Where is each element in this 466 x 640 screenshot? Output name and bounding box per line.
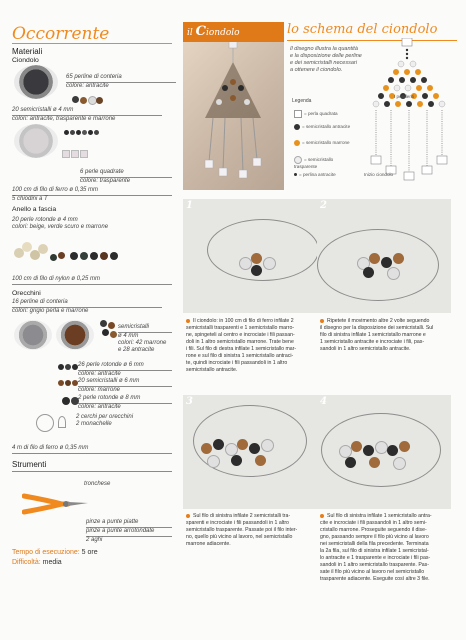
step3-line1: Sul filo di sinistra infilate 2 semicristalli tra- — [186, 513, 312, 520]
legend-row-perlina — [294, 172, 352, 184]
step4-line5: nei semicristalli della fila precedente. Terminata — [320, 541, 429, 547]
legend — [294, 110, 352, 184]
photo-title-initial: C — [195, 24, 206, 39]
ciondolo-item1-line2: colore: antracite — [66, 83, 109, 89]
legend-antracite-text: = semicristallo antracite — [302, 124, 351, 130]
step3-line2: sparenti e incrociate i fili passandoli in 1 altro — [186, 520, 289, 526]
ciondolo-item3 — [80, 169, 172, 185]
step2-line5: sandoli in 1 altro semicristallo antracite. — [320, 346, 411, 352]
step1-line6: rone e sul filo di sinistra 1 semicristallo antraci- — [186, 353, 294, 359]
tools-item2-line2: pinze a punte arrotondate — [86, 528, 172, 537]
step4-line3: cristallo marrone. Proseguite seguendo il dise- — [320, 527, 427, 533]
ciondolo-item1 — [66, 74, 176, 90]
orecchini-item6-line2: 2 monachelle — [76, 421, 112, 427]
orecchini-item4-line2: colore: marrone — [78, 387, 121, 393]
title-rule — [12, 43, 172, 44]
step1-line1: Il ciondolo: in 100 cm di filo di ferro infilate 2 — [186, 318, 312, 325]
step2-line2: il disegno per la disposizione dei semicristalli. Sul — [320, 325, 434, 331]
photo-title — [187, 24, 240, 39]
legend-row-marrone — [294, 140, 352, 156]
semicrystal-pile — [10, 100, 180, 104]
step1-line8: semicristallo antracite. — [186, 367, 238, 373]
orecchini-item7-line1: 4 m di filo di ferro ø 0,35 mm — [12, 445, 172, 454]
orecchini-item6-line1: 2 cerchi per orecchini — [76, 414, 134, 420]
step2-line1: Ripetete il movimento altre 2 volte seguendo — [320, 318, 448, 325]
semicrystals-cluster — [100, 320, 118, 344]
legend-marrone-text: = semicristallo marrone — [302, 140, 350, 146]
orecchini-item3 — [78, 362, 172, 378]
step3-line4: no, quello più vicino al lavoro, nel semicristallo — [186, 534, 293, 540]
step2-line3: filo di sinistra infilate 1 semicristallo marrone e — [320, 332, 426, 338]
time-line — [12, 549, 98, 556]
ciondolo-item4-line1: 100 cm di filo di ferro ø 0,35 mm — [12, 187, 172, 196]
scheme-intro-line1: Il disegno illustra la quantità — [290, 46, 358, 52]
time-value: 5 ore — [81, 549, 98, 556]
round-beads-pile — [14, 240, 164, 270]
legend-perlina-text: = perlina antracite — [299, 172, 336, 177]
anello-heading: Anello a fascia — [12, 206, 57, 213]
orecchini-item7 — [12, 445, 172, 454]
ciondolo-heading: Ciondolo — [12, 57, 39, 64]
orecchini-item5-line2: colore: antracite — [78, 404, 121, 410]
brown-seed-bowl — [56, 320, 94, 350]
ciondolo-item3-line2: colore: trasparente — [80, 178, 131, 184]
orecchini-item2-line4: e 28 antracite — [118, 347, 155, 353]
anello-item1-line1: 20 perle rotonde ø 4 mm — [12, 217, 78, 223]
ciondolo-item4 — [12, 187, 172, 203]
tools-item2-line1: pinze a punte piatte — [86, 519, 172, 528]
difficulty-value: media — [42, 559, 62, 566]
step2-line4: 1 semicristallo antracite e incrociate i fili, pas- — [320, 339, 425, 345]
orecchini-item4 — [78, 378, 172, 394]
orecchini-item3-line1: 26 perle rotonde ø 6 mm — [78, 362, 172, 371]
step1-line2: semicristalli trasparenti e 1 semicristallo marro- — [186, 325, 295, 331]
step4-line6: la 2a fila, sul filo di sinistra infilate 1 semicristal- — [320, 548, 429, 554]
difficulty-line — [12, 559, 62, 566]
orecchini-item6 — [76, 414, 133, 428]
orecchini-item1 — [12, 299, 162, 315]
tools-heading: Strumenti — [12, 460, 47, 469]
pliers-icon — [22, 490, 92, 518]
ciondolo-item2-line2: colori: antracite, trasparente e marrone — [12, 116, 116, 122]
step1-number: 1 — [186, 200, 193, 211]
step4-photo — [317, 395, 451, 509]
step3-line5: marrone adiacente. — [186, 541, 231, 547]
ciondolo-item2-line1: 20 semicristalli ø 4 mm — [12, 107, 162, 116]
anello-item2 — [12, 276, 172, 285]
difficulty-label: Difficoltà: — [12, 559, 41, 566]
orecchini-item1-line2: colori: grigio perla e marrone — [12, 308, 89, 314]
step1-text — [186, 318, 312, 374]
orecchini-item2-line2: ø 4 mm — [118, 333, 139, 339]
step2-text — [320, 318, 448, 353]
orecchini-item1-line1: 16 perline di conteria — [12, 299, 162, 308]
step4-text — [320, 513, 448, 583]
step4-line4: gno, passando sempre il filo più vicino al lavoro — [320, 534, 429, 540]
step1-line7: te, quindi incrociate i fili passandoli in 1 altro — [186, 360, 288, 366]
step4-number: 4 — [320, 396, 327, 407]
page-title: Occorrente — [12, 24, 110, 44]
step2-photo — [317, 199, 451, 313]
materials-heading: Materiali — [12, 47, 43, 56]
ciondolo-item2 — [12, 107, 162, 123]
step4-line9: sate il filo più vicino al lavoro nel semicristallo — [320, 569, 425, 575]
tools-item2 — [86, 519, 172, 544]
seed-beads-bowl — [14, 65, 58, 99]
photo-title-post: iondolo — [205, 28, 240, 38]
square-pearls-bowl — [14, 124, 58, 158]
step4-line10: trasparente adiacente. Eseguite così altre 3 file. — [320, 576, 430, 582]
step3-line3: semicristallo trasparente. Passate poi il filo inter- — [186, 527, 298, 533]
orecchini-item3-line2: colore: antracite — [78, 371, 121, 377]
legend-trasparente-text: = semicristallo trasparente — [294, 157, 334, 169]
anello-item1-line2: colori: beige, verde scuro e marrone — [12, 224, 109, 230]
step2-number: 2 — [320, 200, 327, 211]
scheme-diagram — [356, 38, 462, 188]
scheme-intro-line3: e dei semicristalli necessari — [290, 60, 357, 66]
step4-line8: sandoli in 1 altro semicristallo trasparente. Pas- — [320, 562, 429, 568]
step1-photo — [183, 199, 317, 313]
anello-item1 — [12, 217, 108, 231]
step3-photo — [183, 395, 317, 509]
photo-title-pre: il — [187, 28, 196, 38]
step4-line7: lo antracite e 1 trasparente e incrociate i fili pas- — [320, 555, 431, 561]
orecchini-item4-line1: 20 semicristalli ø 6 mm — [78, 378, 172, 387]
tools-item2-line3: 2 aghi — [86, 537, 103, 543]
orecchini-item2-line3: colori: 42 marrone — [118, 340, 167, 346]
ciondolo-item1-line1: 65 perline di conteria — [66, 74, 176, 83]
scheme-intro-line2: e la disposizione delle perline — [290, 53, 362, 59]
grey-seed-bowl — [14, 320, 52, 350]
ciondolo-item4-line2: 5 chiodini a T — [12, 196, 48, 202]
tools-item1: tronchese — [84, 481, 111, 487]
hoop-icon — [36, 414, 54, 432]
scheme-intro-line4: a ottenere il ciondolo. — [290, 67, 343, 73]
earwire-icon — [58, 416, 66, 428]
label-inizio: Inizio ciondolo — [364, 172, 394, 177]
scheme-intro — [290, 46, 362, 74]
label-pendenti: I pendenti — [394, 94, 415, 99]
step4-line2: cite e incrociate i fili passandoli in 1 altro semi- — [320, 520, 427, 526]
legend-row-trasparente — [294, 156, 352, 172]
tools-rule — [12, 471, 172, 472]
step3-text — [186, 513, 312, 548]
step1-line4: doli in 1 altro semicristallo marrone. Trate bene — [186, 339, 294, 345]
step1-line3: ne, spingeteli al centro e incrociate i fili passan- — [186, 332, 295, 338]
anello-item2-line1: 100 cm di filo di nylon ø 0,25 mm — [12, 276, 172, 285]
step1-line5: i fili. Sul filo di destra infilate 1 semicristallo mar- — [186, 346, 297, 352]
legend-square-text: = perla quadrata — [304, 111, 338, 117]
ciondolo-item3-line1: 6 perle quadrate — [80, 169, 172, 178]
legend-title: Legenda — [292, 98, 312, 104]
orecchini-item5-line1: 2 perle rotonde ø 8 mm — [78, 395, 172, 404]
orecchini-heading: Orecchini — [12, 290, 41, 297]
orecchini-item2 — [118, 324, 172, 354]
step3-number: 3 — [186, 396, 193, 407]
legend-row-square — [294, 110, 352, 124]
orecchini-item2-line1: semicristalli — [118, 324, 172, 333]
orecchini-item5 — [78, 395, 172, 411]
legend-row-antracite — [294, 124, 352, 140]
time-label: Tempo di esecuzione: — [12, 549, 80, 556]
step4-line1: Sul filo di sinistra infilate 1 semicristallo antra- — [320, 513, 448, 520]
scheme-title: lo schema del ciondolo — [287, 22, 438, 37]
pendant-photo — [183, 22, 284, 190]
